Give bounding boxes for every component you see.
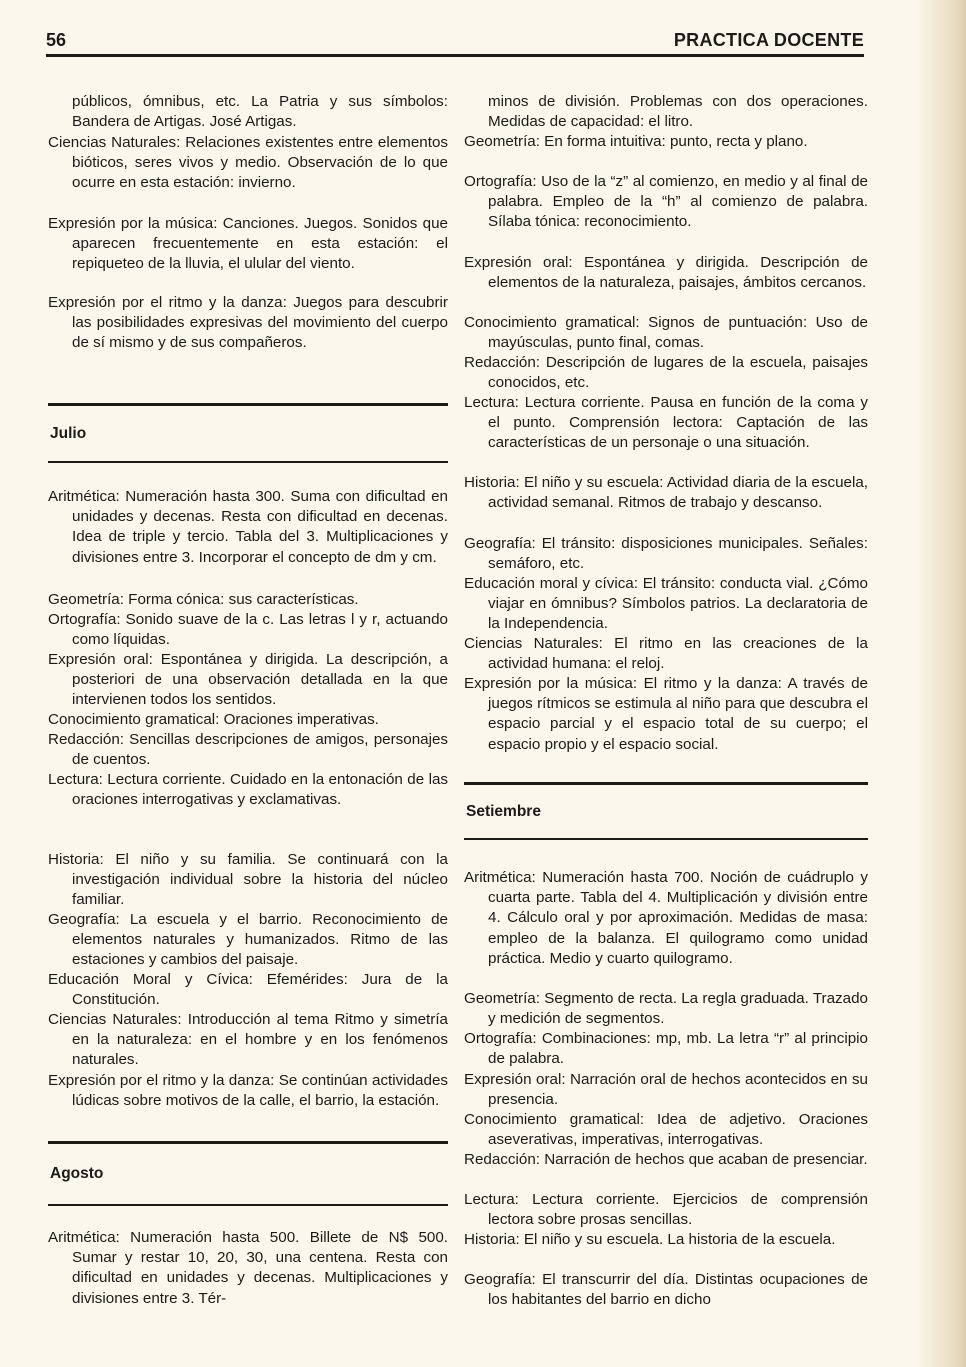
list-item: Ortografía: Uso de la “z” al comienzo, en medio y al final de palabra. Empleo de la “h” al comienzo de palabra. Sílaba tónica: reconocimiento. (464, 173, 868, 231)
list-item: Lectura: Lectura corriente. Cuidado en la entonación de las oraciones interrogativas y exclamativas. (48, 771, 448, 809)
list-item: Geografía: El transcurrir del día. Distintas ocupaciones de los habitantes del barrio en dicho (464, 1271, 868, 1309)
page-edge-shadow (916, 0, 966, 1367)
list-item: Ortografía: Sonido suave de la c. Las letras l y r, actuando como líquidas. (48, 611, 448, 649)
continued-paragraph: minos de división. Problemas con dos operaciones. Medidas de capacidad: el litro. (488, 93, 868, 131)
page-header (46, 28, 864, 56)
list-item: Aritmética: Numeración hasta 500. Billete de N$ 500. Sumar y restar 10, 20, 30, una centena. Resta con dificultad en unidades y decenas. Multiplicaciones y divisiones entre 3. Tér- (48, 1229, 448, 1307)
section-rule (48, 1204, 448, 1206)
section-rule (48, 1141, 448, 1144)
list-item: Conocimiento gramatical: Idea de adjetivo. Oraciones aseverativas, imperativas, interrogativas. (464, 1111, 868, 1149)
list-item: Expresión oral: Espontánea y dirigida. Descripción de elementos de la naturaleza, paisajes, ámbitos cercanos. (464, 254, 868, 292)
list-item: Historia: El niño y su escuela: Actividad diaria de la escuela, actividad semanal. Ritmos de trabajo y descanso. (464, 474, 868, 512)
list-item: Geografía: La escuela y el barrio. Reconocimiento de elementos naturales y humanizados. Ritmo de las estaciones y cambios del paisaje. (48, 911, 448, 969)
list-item: Geometría: Segmento de recta. La regla graduada. Trazado y medición de segmentos. (464, 990, 868, 1028)
list-item: Geometría: En forma intuitiva: punto, recta y plano. (464, 133, 808, 150)
list-item: Redacción: Sencillas descripciones de amigos, personajes de cuentos. (48, 731, 448, 769)
month-heading-julio: Julio (50, 425, 87, 442)
list-item: Geografía: El tránsito: disposiciones municipales. Señales: semáforo, etc. (464, 535, 868, 573)
list-item: Redacción: Narración de hechos que acaban de presenciar. (464, 1151, 868, 1168)
list-item: Ciencias Naturales: Introducción al tema Ritmo y simetría en la naturaleza: en el hombre y en los fenómenos naturales. (48, 1011, 448, 1069)
list-item: Ciencias Naturales: El ritmo en las creaciones de la actividad humana: el reloj. (464, 635, 868, 673)
list-item: Geometría: Forma cónica: sus características. (48, 591, 359, 608)
list-item: Expresión por el ritmo y la danza: Juegos para descubrir las posibilidades expresivas del movimiento del cuerpo de sí mismo y de sus compañeros. (48, 294, 448, 352)
continued-paragraph: públicos, ómnibus, etc. La Patria y sus símbolos: Bandera de Artigas. José Artigas. (72, 93, 448, 131)
list-item: Aritmética: Numeración hasta 700. Noción de cuádruplo y cuarta parte. Tabla del 4. Multiplicación y división entre 4. Cálculo oral y por aproximación. Medidas de masa: empleo de la balanza. El quilogramo como unidad práctica. Medio y cuarto quilogramo. (464, 869, 868, 967)
list-item: Historia: El niño y su escuela. La historia de la escuela. (464, 1231, 836, 1248)
list-item: Conocimiento gramatical: Signos de puntuación: Uso de mayúsculas, punto final, comas. (464, 314, 868, 352)
month-heading-setiembre: Setiembre (466, 803, 541, 820)
list-item: Expresión por la música: Canciones. Juegos. Sonidos que aparecen frecuentemente en esta estación: el repiqueteo de la lluvia, el ulular del viento. (48, 215, 448, 273)
journal-title: PRACTICA DOCENTE (673, 30, 864, 50)
list-item: Expresión oral: Narración oral de hechos acontecidos en su presencia. (464, 1071, 868, 1109)
list-item: Ciencias Naturales: Relaciones existentes entre elementos bióticos, seres vivos y medio. Observación de lo que ocurre en esta estación: invierno. (48, 134, 448, 192)
list-item: Expresión por el ritmo y la danza: Se continúan actividades lúdicas sobre motivos de la calle, el barrio, la estación. (48, 1072, 448, 1110)
list-item: Lectura: Lectura corriente. Ejercicios de comprensión lectora sobre prosas sencillas. (464, 1191, 868, 1229)
list-item: Redacción: Descripción de lugares de la escuela, paisajes conocidos, etc. (464, 354, 868, 392)
list-item: Expresión por la música: El ritmo y la danza: A través de juegos rítmicos se estimula al niño para que descubra el espacio parcial y el espacio total de su cuerpo; el espacio propio y el espacio social. (464, 675, 868, 753)
list-item: Conocimiento gramatical: Oraciones imperativas. (48, 711, 379, 728)
list-item: Historia: El niño y su familia. Se continuará con la investigación individual sobre la historia del núcleo familiar. (48, 851, 448, 909)
header-rule (46, 54, 864, 57)
list-item: Educación Moral y Cívica: Efemérides: Jura de la Constitución. (48, 971, 448, 1009)
section-rule (48, 461, 448, 463)
page-number: 56 (46, 30, 67, 50)
list-item: Aritmética: Numeración hasta 300. Suma con dificultad en unidades y decenas. Resta con dificultad en decenas. Idea de triple y tercio. Tabla del 3. Multiplicaciones y divisiones entre 3. Incorporar el concepto de dm y cm. (48, 488, 448, 566)
section-rule (464, 838, 868, 840)
list-item: Expresión oral: Espontánea y dirigida. La descripción, a posteriori de una observación detallada en la que intervienen todos los sentidos. (48, 651, 448, 709)
section-rule (48, 403, 448, 406)
list-item: Educación moral y cívica: El tránsito: conducta vial. ¿Cómo viajar en ómnibus? Símbolos patrios. La declaratoria de la Independencia. (464, 575, 868, 633)
list-item: Lectura: Lectura corriente. Pausa en función de la coma y el punto. Comprensión lectora: Captación de las características de un personaje o una situación. (464, 394, 868, 452)
list-item: Ortografía: Combinaciones: mp, mb. La letra “r” al principio de palabra. (464, 1030, 868, 1068)
section-rule (464, 782, 868, 785)
month-heading-agosto: Agosto (50, 1165, 104, 1182)
